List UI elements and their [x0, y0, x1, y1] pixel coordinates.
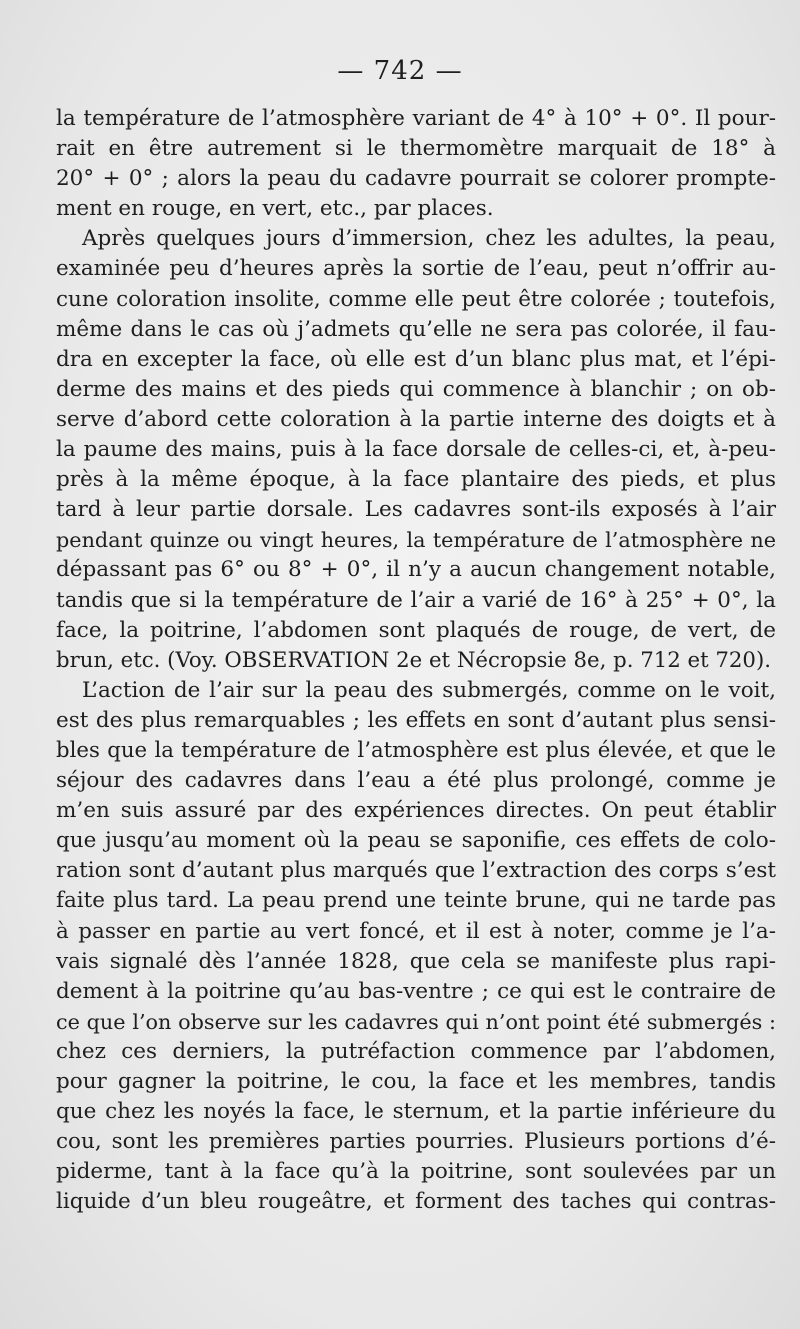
text-line: cou, sont les premières parties pourries. Plusieurs portions d’é- [56, 1129, 776, 1155]
text-line: séjour des cadavres dans l’eau a été plus prolongé, comme je [56, 768, 776, 794]
text-line: chez ces derniers, la putréfaction commence par l’abdomen, [56, 1038, 776, 1064]
text-line: à passer en partie au vert foncé, et il est à noter, comme je l’a- [56, 918, 776, 944]
text-line: derme des mains et des pieds qui commence à blanchir ; on ob- [56, 376, 776, 402]
page-number: — 742 — [337, 56, 463, 86]
text-line: face, la poitrine, l’abdomen sont plaqués de rouge, de vert, de [56, 617, 776, 643]
text-line: 20° + 0° ; alors la peau du cadavre pourrait se colorer prompte- [56, 166, 776, 192]
text-line: la température de l’atmosphère variant de 4° à 10° + 0°. Il pour- [56, 106, 776, 131]
text-line: serve d’abord cette coloration à la partie interne des doigts et à [56, 406, 776, 432]
text-line: bles que la température de l’atmosphère est plus élevée, et que le [56, 737, 776, 763]
text-line: brun, etc. (Voy. OBSERVATION 2e et Nécropsie 8e, p. 712 et 720). [56, 647, 771, 673]
text-line: la paume des mains, puis à la face dorsale de celles-ci, et, à-peu- [56, 437, 776, 463]
text-line: près à la même époque, à la face plantaire des pieds, et plus [56, 467, 776, 493]
text-line: est des plus remarquables ; les effets en sont d’autant plus sensi- [56, 707, 776, 733]
text-line: que jusqu’au moment où la peau se saponifie, ces effets de colo- [56, 828, 776, 854]
text-line: dra en excepter la face, où elle est d’un blanc plus mat, et l’épi- [56, 346, 776, 372]
text-line: même dans le cas où j’admets qu’elle ne sera pas colorée, il fau- [56, 316, 776, 342]
text-line: tandis que si la température de l’air a varié de 16° à 25° + 0°, la [56, 587, 776, 613]
text-line: liquide d’un bleu rougeâtre, et forment des taches qui contras- [56, 1189, 776, 1215]
text-line: que chez les noyés la face, le sternum, et la partie inférieure du [56, 1099, 776, 1125]
text-line: dépassant pas 6° ou 8° + 0°, il n’y a aucun changement notable, [56, 557, 776, 583]
text-line: dement à la poitrine qu’au bas-ventre ; ce qui est le contraire de [56, 978, 776, 1004]
text-line: ration sont d’autant plus marqués que l’extraction des corps s’est [56, 858, 776, 884]
text-line: pendant quinze ou vingt heures, la température de l’atmosphère ne [56, 528, 776, 553]
text-line: Après quelques jours d’immersion, chez les adultes, la peau, [82, 226, 776, 252]
text-line: piderme, tant à la face qu’à la poitrine, sont soulevées par un [56, 1159, 776, 1185]
text-line: pour gagner la poitrine, le cou, la face et les membres, tandis [56, 1069, 776, 1094]
text-line: L’action de l’air sur la peau des submergés, comme on le voit, [82, 677, 776, 703]
text-line: vais signalé dès l’année 1828, que cela se manifeste plus rapi- [56, 948, 776, 974]
text-line: ce que l’on observe sur les cadavres qui n’ont point été submergés : [56, 1009, 776, 1034]
text-line: tard à leur partie dorsale. Les cadavres sont-ils exposés à l’air [56, 497, 776, 523]
body-text [56, 104, 776, 1217]
text-line: cune coloration insolite, comme elle peut être colorée ; toutefois, [56, 286, 776, 312]
text-line: examinée peu d’heures après la sortie de l’eau, peut n’offrir au- [56, 256, 776, 282]
text-line: faite plus tard. La peau prend une teinte brune, qui ne tarde pas [56, 888, 776, 914]
text-line: ment en rouge, en vert, etc., par places. [56, 196, 494, 222]
text-line: rait en être autrement si le thermomètre marquait de 18° à [56, 136, 776, 162]
text-line: m’en suis assuré par des expériences directes. On peut établir [56, 798, 776, 824]
